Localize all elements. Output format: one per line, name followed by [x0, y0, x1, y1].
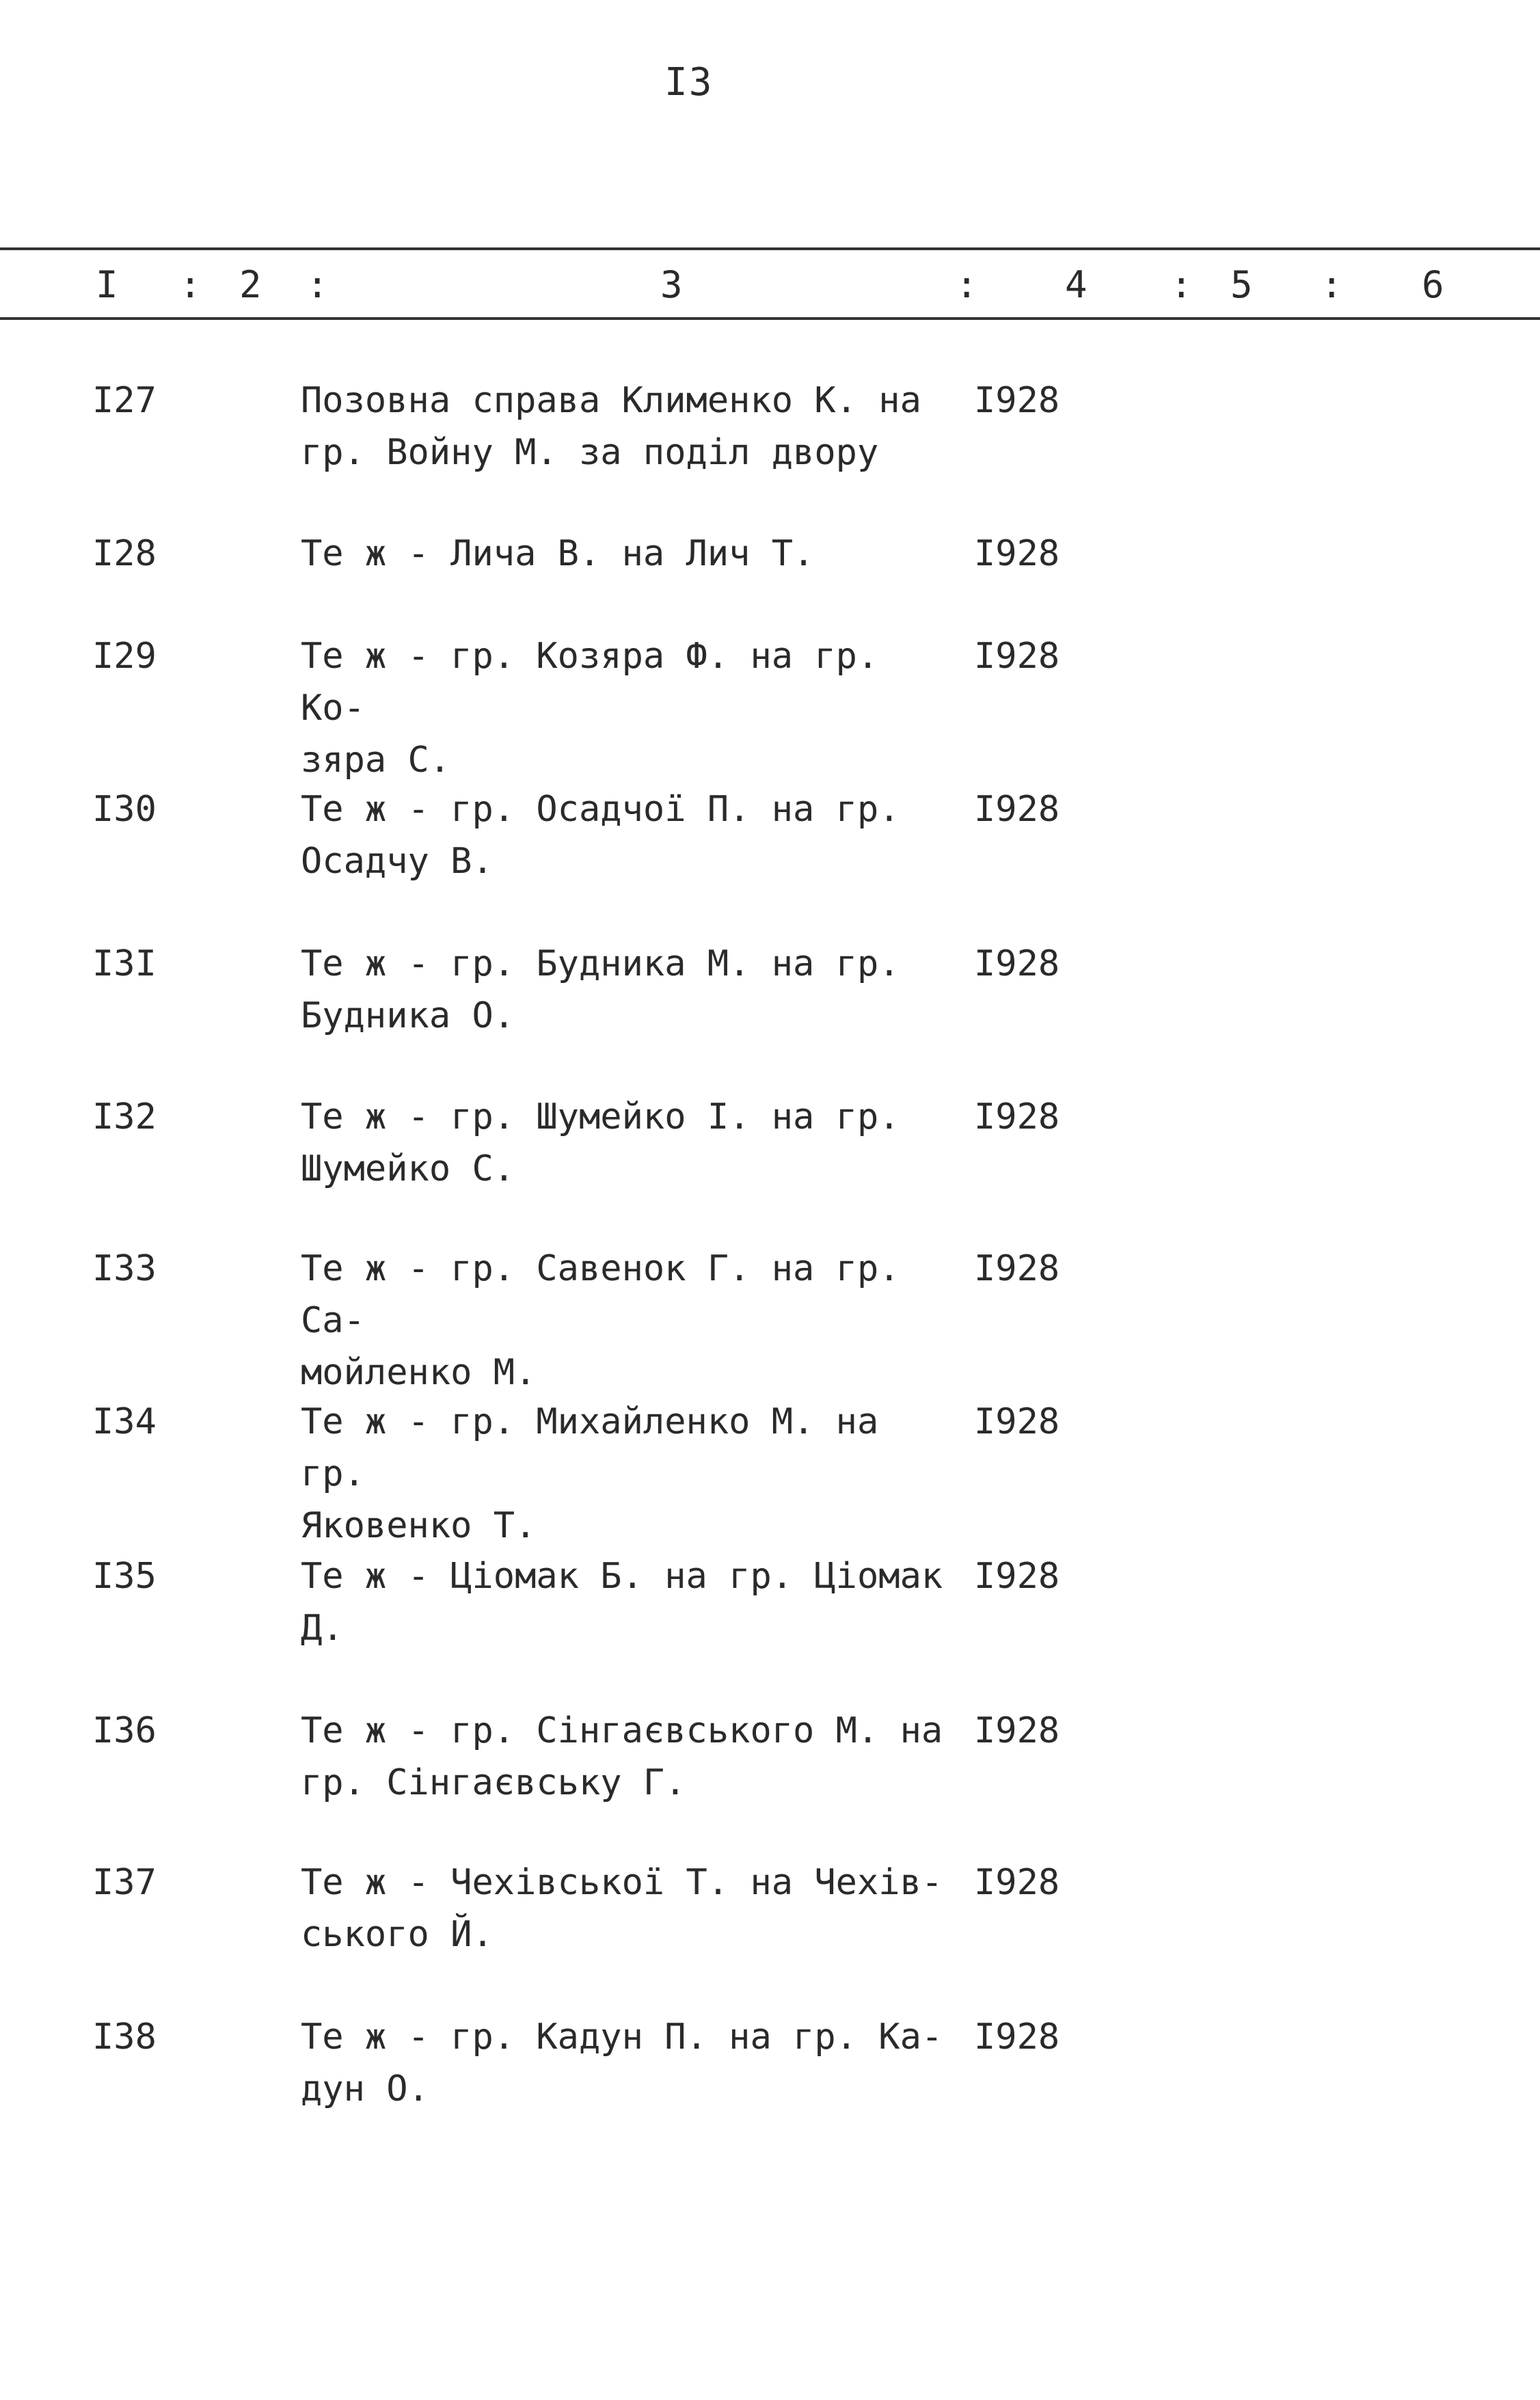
register-entry [0, 375, 1540, 484]
entry-number: I36 [92, 1710, 157, 1751]
entry-description: Позовна справа Клименко К. на гр. Войну М. за поділ двору [301, 380, 921, 473]
column-header-5: 5 [1230, 263, 1253, 306]
register-entry [0, 1091, 1540, 1200]
entry-number: I29 [92, 636, 157, 677]
register-entry [0, 1396, 1540, 1546]
entry-description: Те ж - гр. Козяра Ф. на гр. Ко- зяра С. [301, 636, 879, 781]
entry-year: I928 [974, 636, 1060, 677]
entry-number: I35 [92, 1556, 157, 1597]
entry-description: Те ж - гр. Савенок Г. на гр. Са- мойленко М. [301, 1248, 900, 1393]
entry-number: I34 [92, 1401, 157, 1442]
register-entry [0, 528, 1540, 637]
page-number: I3 [664, 60, 714, 105]
entry-number: I27 [92, 380, 157, 421]
column-header-1: I [96, 263, 118, 306]
column-separator: : [306, 263, 329, 306]
column-header-6: 6 [1422, 263, 1444, 306]
header-bottom-rule [0, 317, 1540, 320]
column-header-3: 3 [660, 263, 683, 306]
register-entry [0, 630, 1540, 781]
register-entry [0, 1550, 1540, 1660]
entry-description: Те ж - гр. Сінгаєвського М. на гр. Сінгаєвську Г. [301, 1710, 943, 1803]
column-separator: : [1321, 263, 1343, 306]
entry-description: Те ж - гр. Будника М. на гр. Будника О. [301, 943, 900, 1036]
entry-description: Те ж - гр. Кадун П. на гр. Ка- дун О. [301, 2017, 943, 2109]
entry-description: Те ж - гр. Михайленко М. на гр. Яковенко Т. [301, 1401, 879, 1546]
entry-year: I928 [974, 2017, 1060, 2058]
entry-number: I37 [92, 1862, 157, 1903]
entry-description: Те ж - гр. Осадчої П. на гр. Осадчу В. [301, 789, 900, 882]
entry-year: I928 [974, 943, 1060, 984]
entry-year: I928 [974, 789, 1060, 830]
column-header-2: 2 [239, 263, 262, 306]
register-entry [0, 1857, 1540, 1966]
entry-number: I38 [92, 2017, 157, 2058]
register-entry [0, 1243, 1540, 1393]
entry-year: I928 [974, 1710, 1060, 1751]
entry-description: Те ж - Чехівської Т. на Чехів- ського Й. [301, 1862, 943, 1955]
entry-description: Те ж - Лича В. на Лич Т. [301, 533, 815, 574]
entry-description: Те ж - Ціомак Б. на гр. Ціомак Д. [301, 1556, 943, 1649]
register-entry [0, 1705, 1540, 1814]
register-entry [0, 783, 1540, 893]
entry-number: I3I [92, 943, 157, 984]
entry-year: I928 [974, 533, 1060, 574]
column-separator: : [179, 263, 202, 306]
entry-number: I33 [92, 1248, 157, 1289]
entry-year: I928 [974, 1096, 1060, 1137]
entry-year: I928 [974, 380, 1060, 421]
entry-year: I928 [974, 1401, 1060, 1442]
column-separator: : [1170, 263, 1193, 306]
entry-number: I28 [92, 533, 157, 574]
entry-number: I30 [92, 789, 157, 830]
register-entry [0, 938, 1540, 1047]
column-header-4: 4 [1065, 263, 1088, 306]
entry-year: I928 [974, 1862, 1060, 1903]
entry-description: Те ж - гр. Шумейко І. на гр. Шумейко С. [301, 1096, 900, 1189]
column-header-row [0, 261, 1540, 309]
column-separator: : [956, 263, 978, 306]
register-entry [0, 2011, 1540, 2120]
entry-year: I928 [974, 1248, 1060, 1289]
header-top-rule [0, 247, 1540, 250]
entry-year: I928 [974, 1556, 1060, 1597]
entry-number: I32 [92, 1096, 157, 1137]
